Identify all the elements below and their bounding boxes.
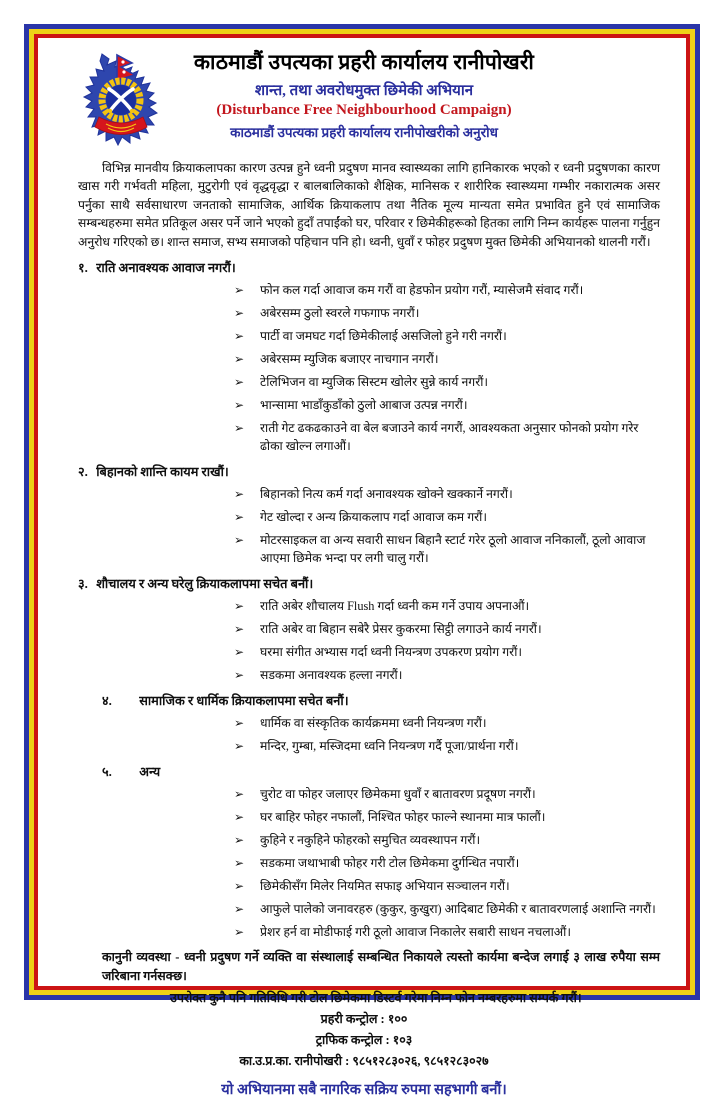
bullet-item (234, 327, 660, 345)
bullet-text: टेलिभिजन वा म्युजिक सिस्टम खोलेर सुन्ने कार्य नगरौं। (260, 375, 489, 390)
sections-list (58, 260, 670, 941)
section-others (102, 764, 660, 941)
bullet-item (234, 531, 660, 567)
bullet-arrow-icon: ➢ (234, 510, 245, 525)
bullet-arrow-icon: ➢ (234, 833, 245, 848)
section-heading (102, 764, 660, 781)
bullet-text: छिमेकीसँग मिलेर नियमित सफाइ अभियान सञ्चालन गरौं। (260, 879, 510, 894)
bullet-text: भान्सामा भाडाँकुडाँको ठुलो आबाज उत्पन्न नगरौं। (260, 398, 468, 413)
bullet-item (234, 714, 660, 732)
khukuri-hilt (108, 109, 112, 113)
bullet-text: अबेरसम्म ठुलो स्वरले गफगाफ नगरौं। (260, 306, 420, 321)
notice-header (58, 48, 670, 150)
contact-police-control: प्रहरी कन्ट्रोल : १०० (320, 1012, 408, 1027)
bullet-arrow-icon: ➢ (234, 902, 245, 917)
outer-border-blue (24, 24, 700, 1099)
bullet-text: प्रेशर हर्न वा मोडीफाई गरी ठूलो आवाज निकालेर सबारी साधन नचलाऔं। (260, 925, 572, 940)
bullet-text: राती गेट ढकढकाउने वा बेल बजाउने कार्य नगरौं, आवश्यकता अनुसार फोनको प्रयोग गरेर ढोका खोल्न लगाऔं। (260, 421, 639, 454)
bullet-arrow-icon: ➢ (234, 622, 245, 637)
section-number: ४. (102, 694, 112, 709)
bullet-item (234, 900, 660, 918)
bullet-arrow-icon: ➢ (234, 856, 245, 871)
notice-content (38, 38, 686, 1099)
bullet-arrow-icon: ➢ (234, 329, 245, 344)
bullet-arrow-icon: ➢ (234, 925, 245, 940)
bullet-item (234, 373, 660, 391)
section-title: शौचालय र अन्य घरेलु क्रियाकलापमा सचेत बनौं। (96, 577, 314, 592)
bullet-arrow-icon: ➢ (234, 398, 245, 413)
contact-ranipokhari-office: का.उ.प्र.का. रानीपोखरी : ९८५१२८३०२६, ९८५१२८३०२७ (239, 1054, 489, 1069)
bullet-text: अबेरसम्म म्युजिक बजाएर नाचगान नगरौं। (260, 352, 439, 367)
bullet-item (234, 643, 660, 661)
bullet-item (234, 485, 660, 503)
bullet-arrow-icon: ➢ (234, 533, 245, 548)
nepal-police-logo (72, 48, 172, 148)
flag-moon (121, 60, 124, 63)
section-heading (78, 576, 660, 593)
bullet-arrow-icon: ➢ (234, 375, 245, 390)
section-number: ३. (78, 577, 88, 592)
section-toilet-household (78, 576, 660, 684)
bullet-arrow-icon: ➢ (234, 645, 245, 660)
bullet-arrow-icon: ➢ (234, 739, 245, 754)
bullet-item (234, 281, 660, 299)
bullet-arrow-icon: ➢ (234, 306, 245, 321)
bullet-text: मन्दिर, गुम्बा, मस्जिदमा ध्वनि नियन्त्रण गर्दै पूजा/प्रार्थना गरौं। (260, 739, 519, 754)
bullet-text: घरमा संगीत अभ्यास गर्दा ध्वनी नियन्त्रण उपकरण प्रयोग गरौं। (260, 645, 523, 660)
section-number: १. (78, 261, 88, 276)
bullet-item (234, 419, 660, 455)
bullet-arrow-icon: ➢ (234, 810, 245, 825)
contact-traffic-control: ट्राफिक कन्ट्रोल : १०३ (315, 1033, 413, 1048)
section-title: सामाजिक र धार्मिक क्रियाकलापमा सचेत बनौं। (139, 694, 349, 709)
bullet-item (234, 666, 660, 684)
bullet-item (234, 508, 660, 526)
bullet-text: गेट खोल्दा र अन्य क्रियाकलाप गर्दा आवाज कम गरौं। (260, 510, 488, 525)
bullet-arrow-icon: ➢ (234, 879, 245, 894)
bullet-text: धार्मिक वा संस्कृतिक कार्यक्रममा ध्वनी नियन्त्रण गरौं। (260, 716, 487, 731)
bullet-arrow-icon: ➢ (234, 599, 245, 614)
section-morning-peace (78, 464, 660, 567)
bullet-arrow-icon: ➢ (234, 487, 245, 502)
section-heading (78, 464, 660, 481)
section-title: राति अनावश्यक आवाज नगरौं। (96, 261, 236, 276)
campaign-subtitle-english: (Disturbance Free Neighbourhood Campaign) (216, 102, 512, 118)
bullet-item (234, 396, 660, 414)
bullet-item (234, 620, 660, 638)
section-noise-at-night (78, 260, 660, 455)
bullet-arrow-icon: ➢ (234, 283, 245, 298)
bullet-arrow-icon: ➢ (234, 668, 245, 683)
bullet-text: आफुले पालेको जनावरहरु (कुकुर, कुखुरा) आदिबाट छिमेकी र बातावरणलाई अशान्ति नगरौं। (260, 902, 656, 917)
bullet-arrow-icon: ➢ (234, 352, 245, 367)
section-number: ५. (102, 765, 112, 780)
bullet-item (234, 350, 660, 368)
section-title: अन्य (139, 765, 161, 780)
bullet-text: पार्टी वा जमघट गर्दा छिमेकीलाई असजिलो हुने गरी नगरौं। (260, 329, 507, 344)
khukuri-hilt (130, 109, 134, 113)
bullet-item (234, 877, 660, 895)
contact-intro-line: उपरोक्त कुनै पनि गतिविधि गरी टोल छिमेकमा डिस्टर्व गरेमा निम्न फोन नम्बरहरुमा सम्पर्क गरौं। (170, 991, 582, 1006)
bullet-item (234, 923, 660, 941)
request-line: काठमाडौं उपत्यका प्रहरी कार्यालय रानीपोखरीको अनुरोध (230, 125, 498, 140)
bullet-text: चुरोट वा फोहर जलाएर छिमेकमा धुवाँ र बातावरण प्रदूषण नगरौं। (260, 787, 536, 802)
bullet-text: सडकमा अनावश्यक हल्ला नगरौं। (260, 668, 403, 683)
section-heading (78, 260, 660, 277)
section-social-religious (102, 693, 660, 755)
bullet-item (234, 831, 660, 849)
bullet-item (234, 597, 660, 615)
flag-sun (122, 70, 125, 73)
campaign-subtitle-nepali: शान्त, तथा अवरोधमुक्त छिमेकी अभियान (254, 83, 474, 99)
bullet-item (234, 808, 660, 826)
bullet-text: कुहिने र नकुहिने फोहरको समुचित व्यवस्थापन गरौं। (260, 833, 481, 848)
bullet-text: घर बाहिर फोहर नफालौं, निश्चित फोहर फाल्ने स्थानमा मात्र फालौं। (260, 810, 546, 825)
page-title: काठमाडौं उपत्यका प्रहरी कार्यालय रानीपोखरी (193, 50, 535, 74)
bullet-text: राति अबेर शौचालय Flush गर्दा ध्वनी कम गर्ने उपाय अपनाऔं। (260, 599, 530, 614)
section-heading (102, 693, 660, 710)
bullet-text: बिहानको नित्य कर्म गर्दा अनावश्यक खोक्ने खक्कार्ने नगरौं। (260, 487, 513, 502)
intro-paragraph: विभिन्न मानवीय क्रियाकलापका कारण उत्पन्न हुने ध्वनी प्रदुषण मानव स्वास्थ्यका लागि हानिकारक भएको र ध्वनी प्रदुषणका कारण खास गरी गर्भवती महिला, मुटुरोगी एवं वृद्धवृद्धा र बालबालिकाको शैक्षिक, मानिसक र शारीरिक स्वास्थ्यमा गम्भीर नकारात्मक असर पर्नुका साथै सर्वसाधारण जनताको सामाजिक, आर्थिक क्रियाकलाप तथा नैतिक मूल्य मान्यता समेत प्रभावित हुने एवं सामाजिक सम्बन्धहरुमा समेत प्रतिकूल असर पर्ने जाने भएको हुदाँ तपाईंको घर, परिवार र छिमेकीहरूको हितका लागि निम्न कार्यहरू पालना गर्नुहुन अनुरोध गरिएको छ। शान्त समाज, सभ्य समाजको पहिचान पनि हो। ध्वनी, धुवाँ र फोहर प्रदुषण मुक्त छिमेकी अभियानको थालनी गरौं। (78, 161, 660, 249)
bullet-text: फोन कल गर्दा आवाज कम गरौं वा हेडफोन प्रयोग गरौं, म्यासेजमै संवाद गरौं। (260, 283, 584, 298)
middle-border-yellow (29, 29, 695, 1099)
inner-border-red (34, 34, 690, 1099)
bullet-item (234, 304, 660, 322)
bullet-item (234, 785, 660, 803)
bullet-text: राति अबेर वा बिहान सबेरै प्रेसर कुकरमा सिट्ठी लगाउने कार्य नगरौं। (260, 622, 542, 637)
closing-appeal-line: यो अभियानमा सबै नागरिक सक्रिय रुपमा सहभागी बनौं। (221, 1082, 507, 1099)
bullet-arrow-icon: ➢ (234, 787, 245, 802)
bullet-arrow-icon: ➢ (234, 421, 245, 436)
legal-provision-note: कानुनी व्यवस्था - ध्वनी प्रदुषण गर्ने व्यक्ति वा संस्थालाई सम्बन्धित निकायले त्यस्तो कार्यमा बन्देज लगाई ३ लाख रुपैया सम्म जरिबाना गर्नसक्छ। (102, 950, 660, 983)
bullet-arrow-icon: ➢ (234, 716, 245, 731)
bullet-item (234, 737, 660, 755)
bullet-item (234, 854, 660, 872)
section-number: २. (78, 465, 88, 480)
bullet-text: मोटरसाइकल वा अन्य सवारी साधन बिहानै स्टार्ट गरेर ठूलो आवाज ननिकालौं, ठूलो आवाज आएमा छिमेक भन्दा पर लगी चालु गरौं। (260, 533, 646, 566)
bullet-text: सडकमा जथाभाबी फोहर गरी टोल छिमेकमा दुर्गन्धित नपारौं। (260, 856, 520, 871)
section-title: बिहानको शान्ति कायम राखौं। (96, 465, 229, 480)
